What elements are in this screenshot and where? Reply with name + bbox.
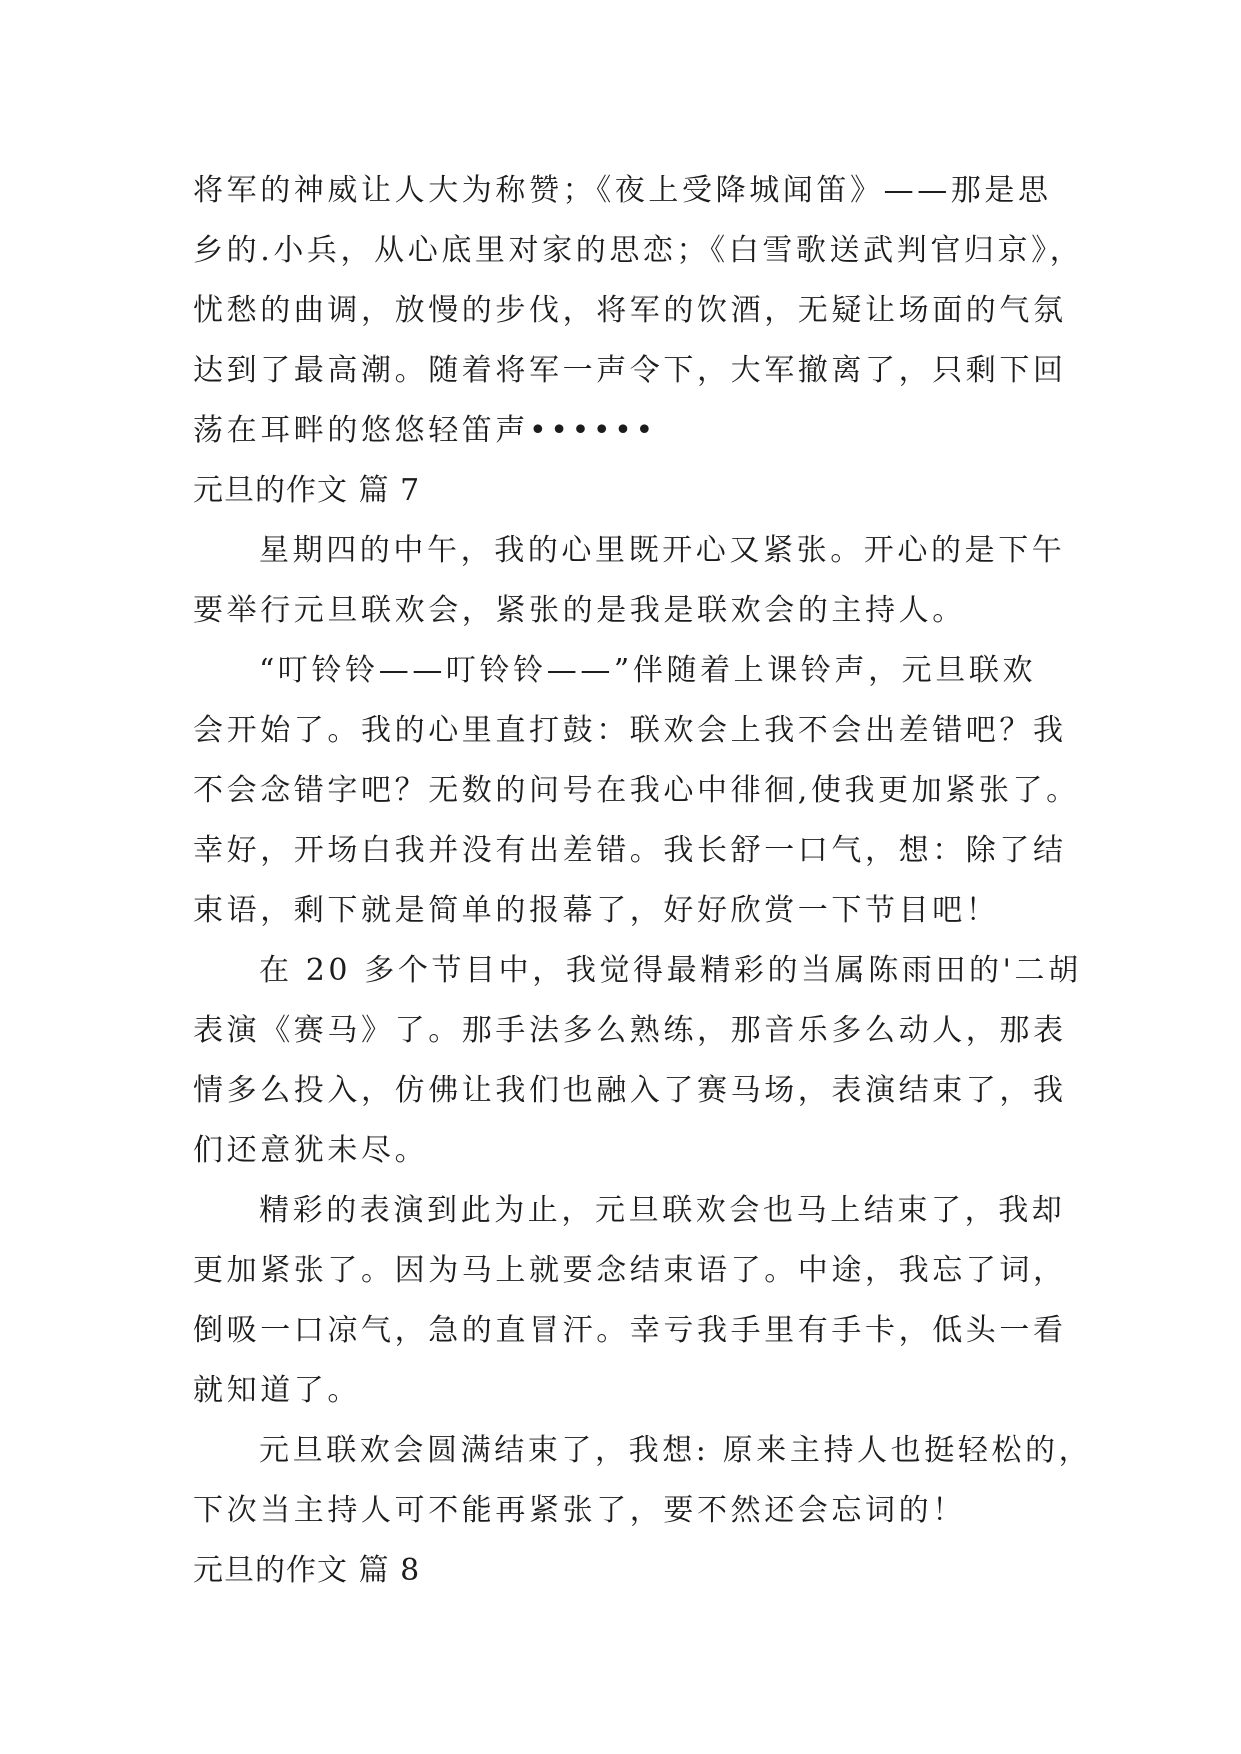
paragraph-line: 们还意犹未尽。: [193, 1133, 429, 1168]
paragraph-line: 倒吸一口凉气，急的直冒汗。幸亏我手里有手卡，低头一看: [193, 1313, 1067, 1348]
paragraph-line: 幸好，开场白我并没有出差错。我长舒一口气，想：除了结: [193, 833, 1067, 868]
paragraph-line: 不会念错字吧？无数的问号在我心中徘徊,使我更加紧张了。: [193, 773, 1080, 808]
paragraph-line: 元旦联欢会圆满结束了，我想: 原来主持人也挺轻松的，: [259, 1433, 1093, 1468]
paragraph-line: 达到了最高潮。随着将军一声令下，大军撤离了，只剩下回: [193, 353, 1067, 388]
paragraph-line: 荡在耳畔的悠悠轻笛声••••••: [193, 413, 657, 448]
paragraph-line: 表演《赛马》了。那手法多么熟练，那音乐多么动人，那表: [193, 1013, 1067, 1048]
section-heading: 元旦的作文 篇 7: [193, 473, 421, 508]
paragraph-line: 星期四的中午，我的心里既开心又紧张。开心的是下午: [259, 533, 1066, 568]
paragraph-line: 在 20 多个节目中，我觉得最精彩的当属陈雨田的'二胡: [259, 953, 1082, 988]
paragraph-line: 就知道了。: [193, 1373, 361, 1408]
paragraph-line: 忧愁的曲调，放慢的步伐，将军的饮酒，无疑让场面的气氛: [193, 293, 1067, 328]
paragraph-line: 乡的.小兵，从心底里对家的思恋；《白雪歌送武判官归京》，: [193, 233, 1084, 268]
paragraph-line: 会开始了。我的心里直打鼓：联欢会上我不会出差错吧？我: [193, 713, 1067, 748]
section-heading: 元旦的作文 篇 8: [193, 1553, 421, 1588]
paragraph-line: 更加紧张了。因为马上就要念结束语了。中途，我忘了词，: [193, 1253, 1067, 1288]
text-column: [193, 161, 1093, 1601]
paragraph-line: 下次当主持人可不能再紧张了，要不然还会忘词的！: [193, 1493, 966, 1528]
paragraph-line: 情多么投入，仿佛让我们也融入了赛马场，表演结束了，我: [193, 1073, 1067, 1108]
paragraph-line: 要举行元旦联欢会，紧张的是我是联欢会的主持人。: [193, 593, 966, 628]
paragraph-line: 精彩的表演到此为止，元旦联欢会也马上结束了，我却: [259, 1193, 1066, 1228]
paragraph-line: 束语，剩下就是简单的报幕了，好好欣赏一下节目吧！: [193, 893, 1000, 928]
paragraph-line: 将军的神威让人大为称赞；《夜上受降城闻笛》——那是思: [193, 173, 1052, 208]
paragraph-line: “叮铃铃——叮铃铃——”伴随着上课铃声，元旦联欢: [259, 653, 1037, 688]
